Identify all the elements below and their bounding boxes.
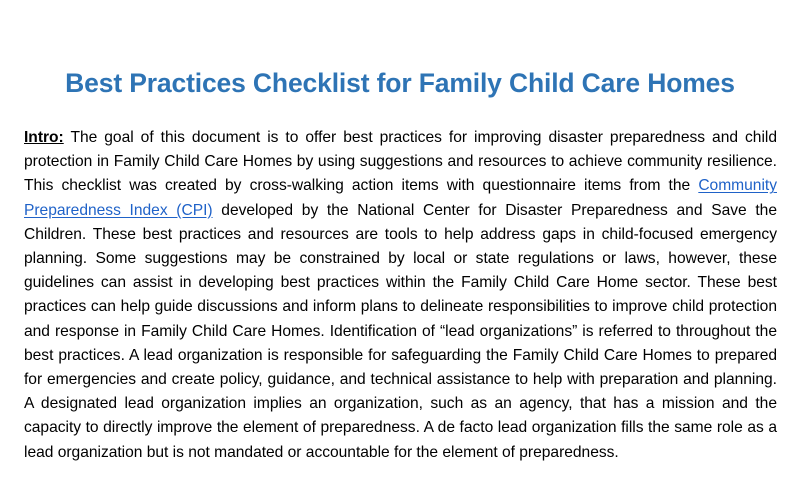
intro-label: Intro: bbox=[24, 129, 64, 146]
community-preparedness-index-link[interactable]: Community Preparedness Index (CPI) bbox=[24, 177, 777, 219]
intro-text-after-link: developed by the National Center for Disaster Preparedness and Save the Children. These best practices and resources are tools to help address gaps in child-focused emergency planning. Some suggestions may be constrained by local or state regulations or laws, however, these guidelines can assist in developing best practices within the Family Child Care Home sector. These best practices can help guide discussions and inform plans to delineate responsibilities to improve child protection and response in Family Child Care Homes. Identification of “lead organizations” is referred to throughout the best practices. A lead organization is responsible for safeguarding the Family Child Care Homes to prepared for emergencies and create policy, guidance, and technical assistance to help with preparation and planning. A designated lead organization implies an organization, such as an agency, that has a mission and the capacity to directly improve the element of preparedness. A de facto lead organization fills the same role as a lead organization but is not mandated or accountable for the element of preparedness. bbox=[24, 201, 777, 461]
document-body bbox=[24, 126, 777, 465]
intro-paragraph bbox=[24, 126, 777, 465]
intro-text-before-link: The goal of this document is to offer best practices for improving disaster preparedness and child protection in Family Child Care Homes by using suggestions and resources to achieve community resilience. This checklist was created by cross-walking action items with questionnaire items from the bbox=[24, 129, 777, 195]
page-title: Best Practices Checklist for Family Child Care Homes bbox=[65, 67, 735, 98]
